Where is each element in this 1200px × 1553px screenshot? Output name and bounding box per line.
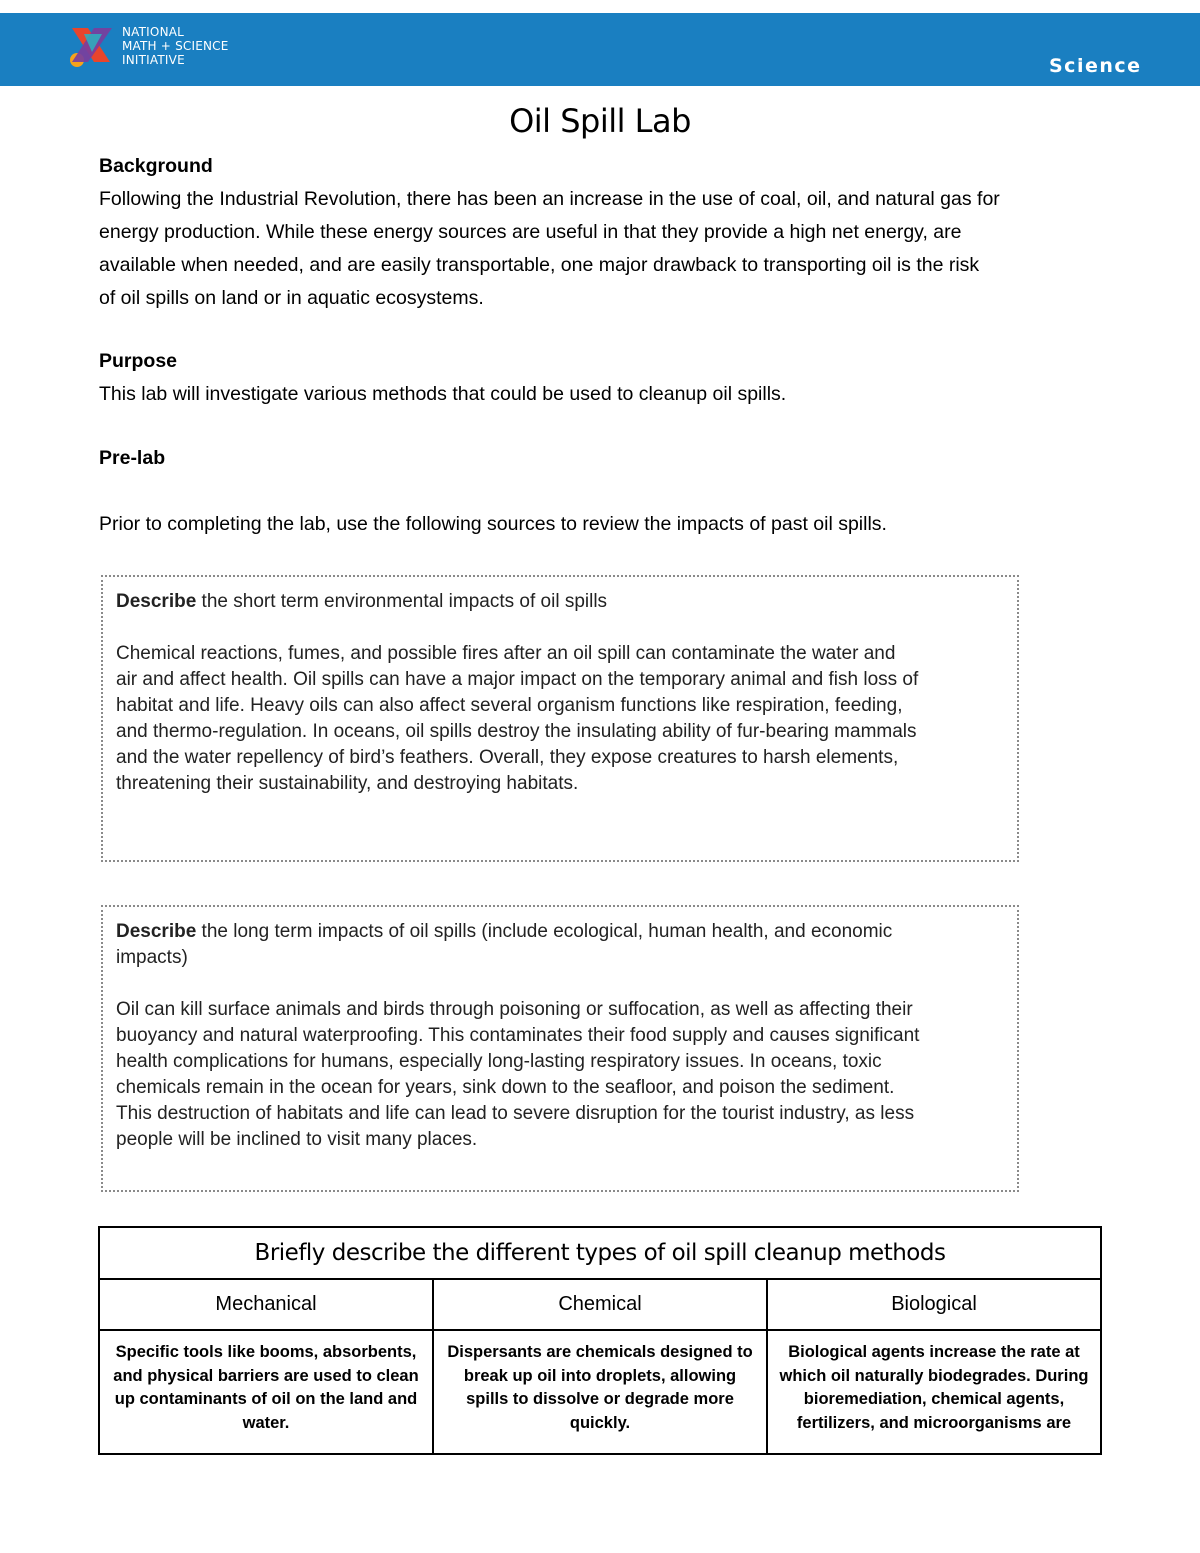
column-header-chemical: Chemical [433, 1279, 767, 1330]
background-heading: Background [99, 155, 213, 177]
long-term-answer-box[interactable] [101, 905, 1019, 1192]
short-term-answer-box[interactable] [101, 575, 1019, 862]
background-section [99, 150, 1109, 315]
long-term-answer: Oil can kill surface animals and birds through poisoning or suffocation, as well as affecting their buoyancy and natural waterproofing. This contaminates their food supply and causes significant health complications for humans, especially long-lasting respiratory issues. In oceans, toxic chemicals remain in the ocean for years, sink down to the seafloor, and poison the sediment. This destruction of habitats and life can lead to severe disruption for the tourist industry, as less people will be inclined to visit many places. [116, 999, 920, 1150]
column-header-biological: Biological [767, 1279, 1101, 1330]
long-term-prompt: Describe the long term impacts of oil spills (include ecological, human health, and economic impacts) [116, 921, 893, 968]
table-title: Briefly describe the different types of oil spill cleanup methods [99, 1227, 1101, 1279]
short-term-prompt: Describe the short term environmental impacts of oil spills [116, 591, 608, 612]
org-name: NATIONAL MATH + SCIENCE INITIATIVE [122, 25, 229, 67]
subject-label: Science [1049, 55, 1142, 77]
prelab-section [99, 442, 1109, 541]
column-header-mechanical: Mechanical [99, 1279, 433, 1330]
nmsi-logo-icon [68, 22, 116, 70]
background-line: Following the Industrial Revolution, there has been an increase in the use of coal, oil, and natural gas for [99, 188, 1000, 210]
purpose-heading: Purpose [99, 350, 178, 372]
biological-cell[interactable]: Biological agents increase the rate at which oil naturally biodegrades. During bioremediation, chemical agents, fertilizers, and microorganisms are [767, 1330, 1101, 1454]
purpose-text: This lab will investigate various methods that could be used to cleanup oil spills. [99, 383, 787, 405]
prelab-heading: Pre-lab [99, 447, 166, 469]
purpose-section [99, 345, 1109, 411]
prelab-text: Prior to completing the lab, use the following sources to review the impacts of past oil spills. [99, 513, 887, 535]
short-term-answer: Chemical reactions, fumes, and possible fires after an oil spill can contaminate the water and air and affect health. Oil spills can have a major impact on the temporary animal and fish loss of habitat and life. Heavy oils can also affect several organism functions like respiration, feeding, and thermo-regulation. In oceans, oil spills destroy the insulating ability of fur-bearing mammals and the water repellency of bird’s feathers. Overall, they expose creatures to harsh elements, threatening their sustainability, and destroying habitats. [116, 643, 919, 794]
background-line: of oil spills on land or in aquatic ecosystems. [99, 287, 484, 309]
chemical-cell[interactable]: Dispersants are chemicals designed to break up oil into droplets, allowing spills to dissolve or degrade more quickly. [433, 1330, 767, 1454]
background-line: available when needed, and are easily transportable, one major drawback to transporting oil is the risk [99, 254, 980, 276]
cleanup-methods-table [98, 1226, 1102, 1455]
mechanical-cell[interactable]: Specific tools like booms, absorbents, and physical barriers are used to clean up contaminants of oil on the land and water. [99, 1330, 433, 1454]
page-title: Oil Spill Lab [509, 102, 691, 140]
background-line: energy production. While these energy sources are useful in that they provide a high net energy, are [99, 221, 962, 243]
